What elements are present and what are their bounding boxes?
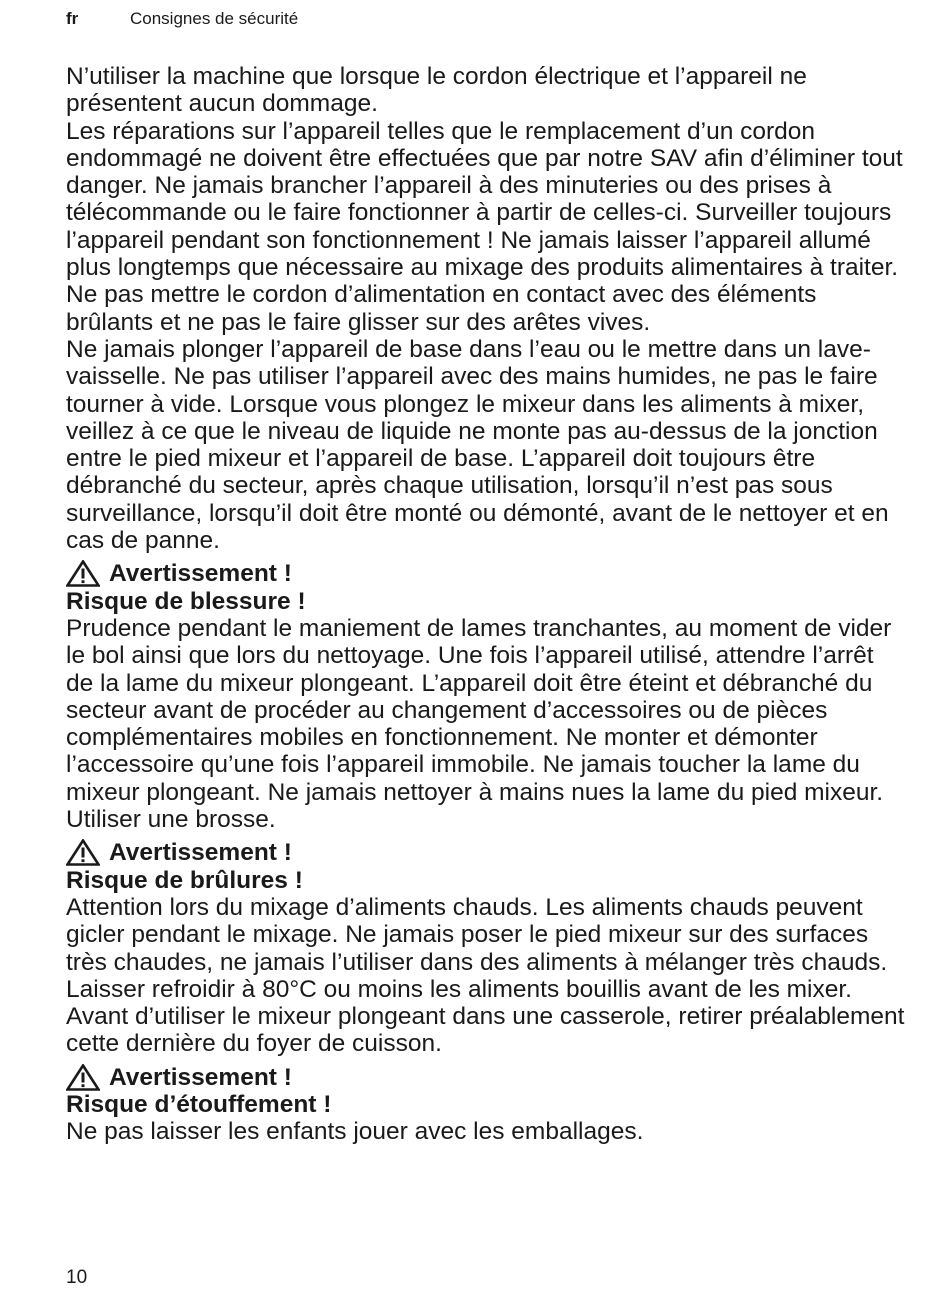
warning-subtitle: Risque de blessure ! <box>66 587 306 615</box>
warning-triangle-icon <box>66 839 100 866</box>
page-number: 10 <box>66 1267 88 1288</box>
warning-triangle-icon <box>66 560 100 587</box>
warning-heading <box>66 839 906 866</box>
page-content <box>66 63 906 1146</box>
warning-subtitle: Risque d’étouffement ! <box>66 1090 332 1118</box>
warning-text: Prudence pendant le maniement de lames tranchantes, au moment de vider le bol ainsi que lors du nettoyage. Une fois l’appareil utilisé, attendre l’arrêt de la lame du mixeur plongeant. L’appareil doit être éteint et débranché du secteur avant de procéder au changement d’accessoires ou de pièces complémentaires mobiles en fonctionnement. Ne monter et démonter l’accessoire qu’une fois l’appareil immobile. Ne jamais toucher la lame du mixeur plongeant. Ne jamais nettoyer à mains nues la lame du pied mixeur. <box>66 614 892 806</box>
page-header <box>66 8 298 30</box>
warning-text: Utiliser une brosse. <box>66 806 276 834</box>
warning-title: Avertissement ! <box>109 1063 292 1091</box>
warning-subtitle: Risque de brûlures ! <box>66 866 303 894</box>
warning-title: Avertissement ! <box>109 839 292 867</box>
warning-heading <box>66 1064 906 1091</box>
section-title: Consignes de sécurité <box>130 9 299 28</box>
paragraph: Ne jamais plonger l’appareil de base dans l’eau ou le mettre dans un lave-vaisselle. Ne pas utiliser l’appareil avec des mains humides, ne pas le faire tourner à vide. Lorsque vous plongez le mixeur dans les aliments à mixer, veillez à ce que le niveau de liquide ne monte pas au-dessus de la jonction entre le pied mixeur et l’appareil de base. L’appareil doit toujours être débranché du secteur, après chaque utilisation, lorsqu’il n’est pas sous surveillance, lorsqu’il doit être monté ou démonté, avant de le nettoyer et en cas de panne. <box>66 335 889 555</box>
warning-text: Ne pas laisser les enfants jouer avec les emballages. <box>66 1118 644 1146</box>
paragraph: N’utiliser la machine que lorsque le cordon électrique et l’appareil ne présentent aucun dommage. <box>66 63 807 118</box>
paragraph: Les réparations sur l’appareil telles que le remplacement d’un cordon endommagé ne doivent être effectuées que par notre SAV afin d’éliminer tout danger. Ne jamais brancher l’appareil à des minuteries ou des prises à télécommande ou le faire fonctionner à partir de celles-ci. Surveiller toujours l’appareil pendant son fonctionnement ! Ne jamais laisser l’appareil allumé plus longtemps que nécessaire au mixage des produits alimentaires à traiter. <box>66 117 903 282</box>
paragraph: Ne pas mettre le cordon d’alimentation en contact avec des éléments brûlants et ne pas le faire glisser sur des arêtes vives. <box>66 281 817 336</box>
warning-triangle-icon <box>66 1064 100 1091</box>
warning-title: Avertissement ! <box>109 560 292 588</box>
warning-heading <box>66 560 906 587</box>
warning-block-burns <box>66 839 906 1057</box>
warning-text: Attention lors du mixage d’aliments chauds. Les aliments chauds peuvent gicler pendant le mixage. Ne jamais poser le pied mixeur sur des surfaces très chaudes, ne jamais l’utiliser dans des aliments à mélanger très chauds. Laisser refroidir à 80°C ou moins les aliments bouillis avant de les mixer. Avant d’utiliser le mixeur plongeant dans une casserole, retirer préalablement cette dernière du foyer de cuisson. <box>66 893 905 1058</box>
warning-block-suffocation <box>66 1064 906 1146</box>
warning-block-injury <box>66 560 906 833</box>
language-code: fr <box>66 9 79 28</box>
